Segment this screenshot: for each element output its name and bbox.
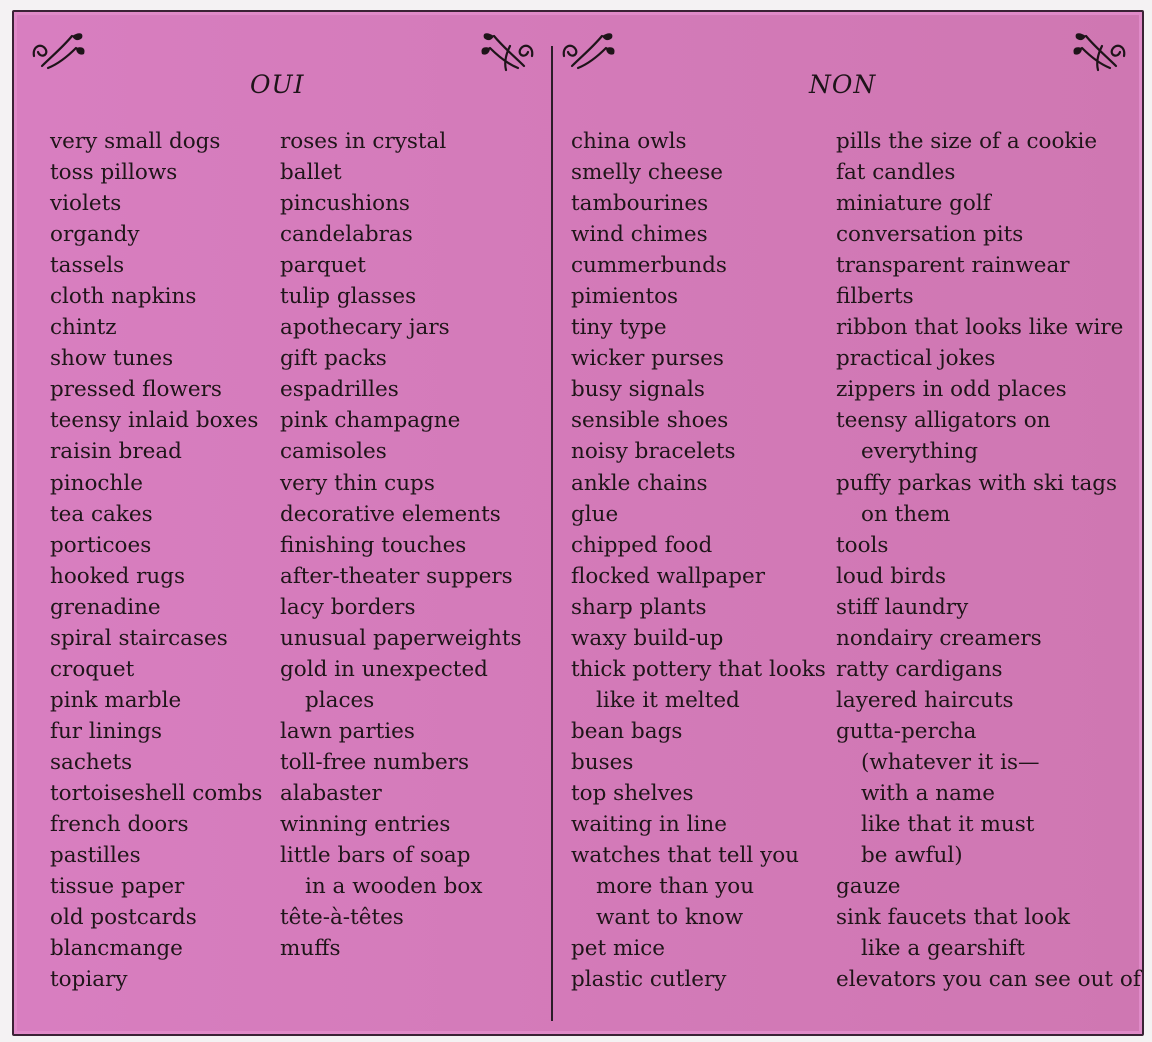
list-item: teensy alligators on (836, 408, 1051, 434)
list-item: muffs (280, 936, 341, 962)
list-item: sensible shoes (571, 408, 729, 434)
list-item: cloth napkins (50, 284, 197, 310)
oui-list-right (280, 126, 522, 964)
oui-list-left (50, 126, 262, 995)
list-item: loud birds (836, 563, 946, 589)
list-item-continuation: with a name (861, 780, 996, 806)
list-item: pink marble (50, 687, 182, 713)
list-item: miniature golf (836, 191, 991, 217)
list-item: finishing touches (280, 532, 467, 558)
list-item: apothecary jars (280, 315, 450, 341)
list-item: wicker purses (571, 346, 724, 372)
list-item: cummerbunds (571, 253, 727, 279)
list-item: sachets (50, 749, 133, 775)
list-item: tortoiseshell combs (50, 780, 263, 806)
list-item: ratty cardigans (836, 656, 1003, 682)
list-item: elevators you can see out of (836, 967, 1141, 993)
list-item: tissue paper (50, 874, 185, 900)
list-item-continuation: like that it must (861, 812, 1035, 838)
list-item: show tunes (50, 346, 174, 372)
list-item: transparent rainwear (836, 253, 1070, 279)
list-item-continuation: everything (861, 439, 978, 465)
list-item: tiny type (571, 315, 667, 341)
list-item: camisoles (280, 439, 387, 465)
list-item: toss pillows (50, 160, 178, 186)
list-item: very thin cups (280, 470, 435, 496)
list-item: chintz (50, 315, 117, 341)
list-item: puffy parkas with ski tags (836, 470, 1118, 496)
list-item: busy signals (571, 377, 705, 403)
list-item-continuation: like it melted (596, 687, 740, 713)
list-item: gauze (836, 874, 901, 900)
list-item: flocked wallpaper (571, 563, 765, 589)
flourish-ornament-icon (476, 26, 538, 88)
list-item: gold in unexpected (280, 656, 488, 682)
list-item: old postcards (50, 905, 197, 931)
list-item: lacy borders (280, 594, 416, 620)
list-item: smelly cheese (571, 160, 723, 186)
list-item: conversation pits (836, 222, 1024, 248)
list-item-continuation: want to know (596, 905, 744, 931)
list-item: little bars of soap (280, 843, 471, 869)
list-item: french doors (50, 812, 189, 838)
list-item: tea cakes (50, 501, 153, 527)
list-item: tête-à-têtes (280, 905, 404, 931)
list-item: unusual paperweights (280, 625, 522, 651)
list-item: top shelves (571, 780, 694, 806)
list-item: raisin bread (50, 439, 182, 465)
list-item: pinochle (50, 470, 143, 496)
list-item: hooked rugs (50, 563, 186, 589)
non-list-right (836, 126, 1141, 995)
flourish-ornament-icon (28, 26, 90, 88)
list-item: filberts (836, 284, 914, 310)
list-item: ankle chains (571, 470, 708, 496)
list-item: candelabras (280, 222, 413, 248)
list-item: winning entries (280, 812, 451, 838)
list-item-continuation: on them (861, 501, 951, 527)
list-item: wind chimes (571, 222, 708, 248)
list-item: espadrilles (280, 377, 399, 403)
list-item: spiral staircases (50, 625, 228, 651)
list-item: organdy (50, 222, 140, 248)
list-item-continuation: more than you (596, 874, 755, 900)
list-item: teensy inlaid boxes (50, 408, 259, 434)
list-item: stiff laundry (836, 594, 969, 620)
list-item-continuation: like a gearshift (861, 936, 1025, 962)
list-item: pincushions (280, 191, 410, 217)
list-item: croquet (50, 656, 135, 682)
list-item: fur linings (50, 718, 163, 744)
list-item: ballet (280, 160, 342, 186)
list-item: porticoes (50, 532, 152, 558)
list-item: sharp plants (571, 594, 707, 620)
list-item: parquet (280, 253, 366, 279)
list-item: tulip glasses (280, 284, 417, 310)
list-item: waxy build-up (571, 625, 724, 651)
list-item-continuation: places (305, 687, 375, 713)
list-item: blancmange (50, 936, 183, 962)
list-item: alabaster (280, 780, 382, 806)
list-item: grenadine (50, 594, 161, 620)
oui-heading: OUI (250, 70, 305, 99)
list-item-continuation: (whatever it is— (861, 749, 1040, 775)
list-item: watches that tell you (571, 843, 800, 869)
list-item-continuation: be awful) (861, 843, 963, 869)
list-item: noisy bracelets (571, 439, 736, 465)
list-item: pet mice (571, 936, 665, 962)
list-item: sink faucets that look (836, 905, 1071, 931)
list-item: buses (571, 749, 634, 775)
list-item: thick pottery that looks (571, 656, 826, 682)
non-heading: NON (809, 70, 877, 99)
list-item: chipped food (571, 532, 713, 558)
list-item: very small dogs (50, 129, 221, 154)
list-item: after-theater suppers (280, 563, 513, 589)
list-item: waiting in line (571, 812, 727, 838)
list-item: pimientos (571, 284, 679, 310)
list-item: violets (50, 191, 122, 217)
list-item: zippers in odd places (836, 377, 1067, 403)
flourish-ornament-icon (1068, 26, 1130, 88)
list-item: fat candles (836, 160, 956, 186)
list-item: lawn parties (280, 718, 415, 744)
column-divider (551, 46, 553, 1021)
list-item: bean bags (571, 718, 683, 744)
list-item: pressed flowers (50, 377, 222, 403)
list-item: pills the size of a cookie (836, 129, 1098, 154)
list-item: toll-free numbers (280, 749, 469, 775)
list-item: ribbon that looks like wire (836, 315, 1124, 341)
list-item: gift packs (280, 346, 387, 372)
non-list-left (571, 126, 826, 995)
flourish-ornament-icon (558, 26, 620, 88)
book-page (12, 10, 1144, 1036)
list-item: gutta-percha (836, 718, 977, 744)
list-item: pastilles (50, 843, 141, 869)
list-item: layered haircuts (836, 687, 1014, 713)
list-item: glue (571, 501, 619, 527)
list-item: decorative elements (280, 501, 501, 527)
list-item: pink champagne (280, 408, 461, 434)
list-item: plastic cutlery (571, 967, 727, 993)
list-item: topiary (50, 967, 128, 993)
list-item: practical jokes (836, 346, 996, 372)
list-item: tools (836, 532, 889, 558)
list-item: roses in crystal (280, 129, 447, 154)
list-item: tambourines (571, 191, 709, 217)
list-item-continuation: in a wooden box (305, 874, 483, 900)
list-item: nondairy creamers (836, 625, 1042, 651)
list-item: tassels (50, 253, 125, 279)
list-item: china owls (571, 129, 687, 154)
